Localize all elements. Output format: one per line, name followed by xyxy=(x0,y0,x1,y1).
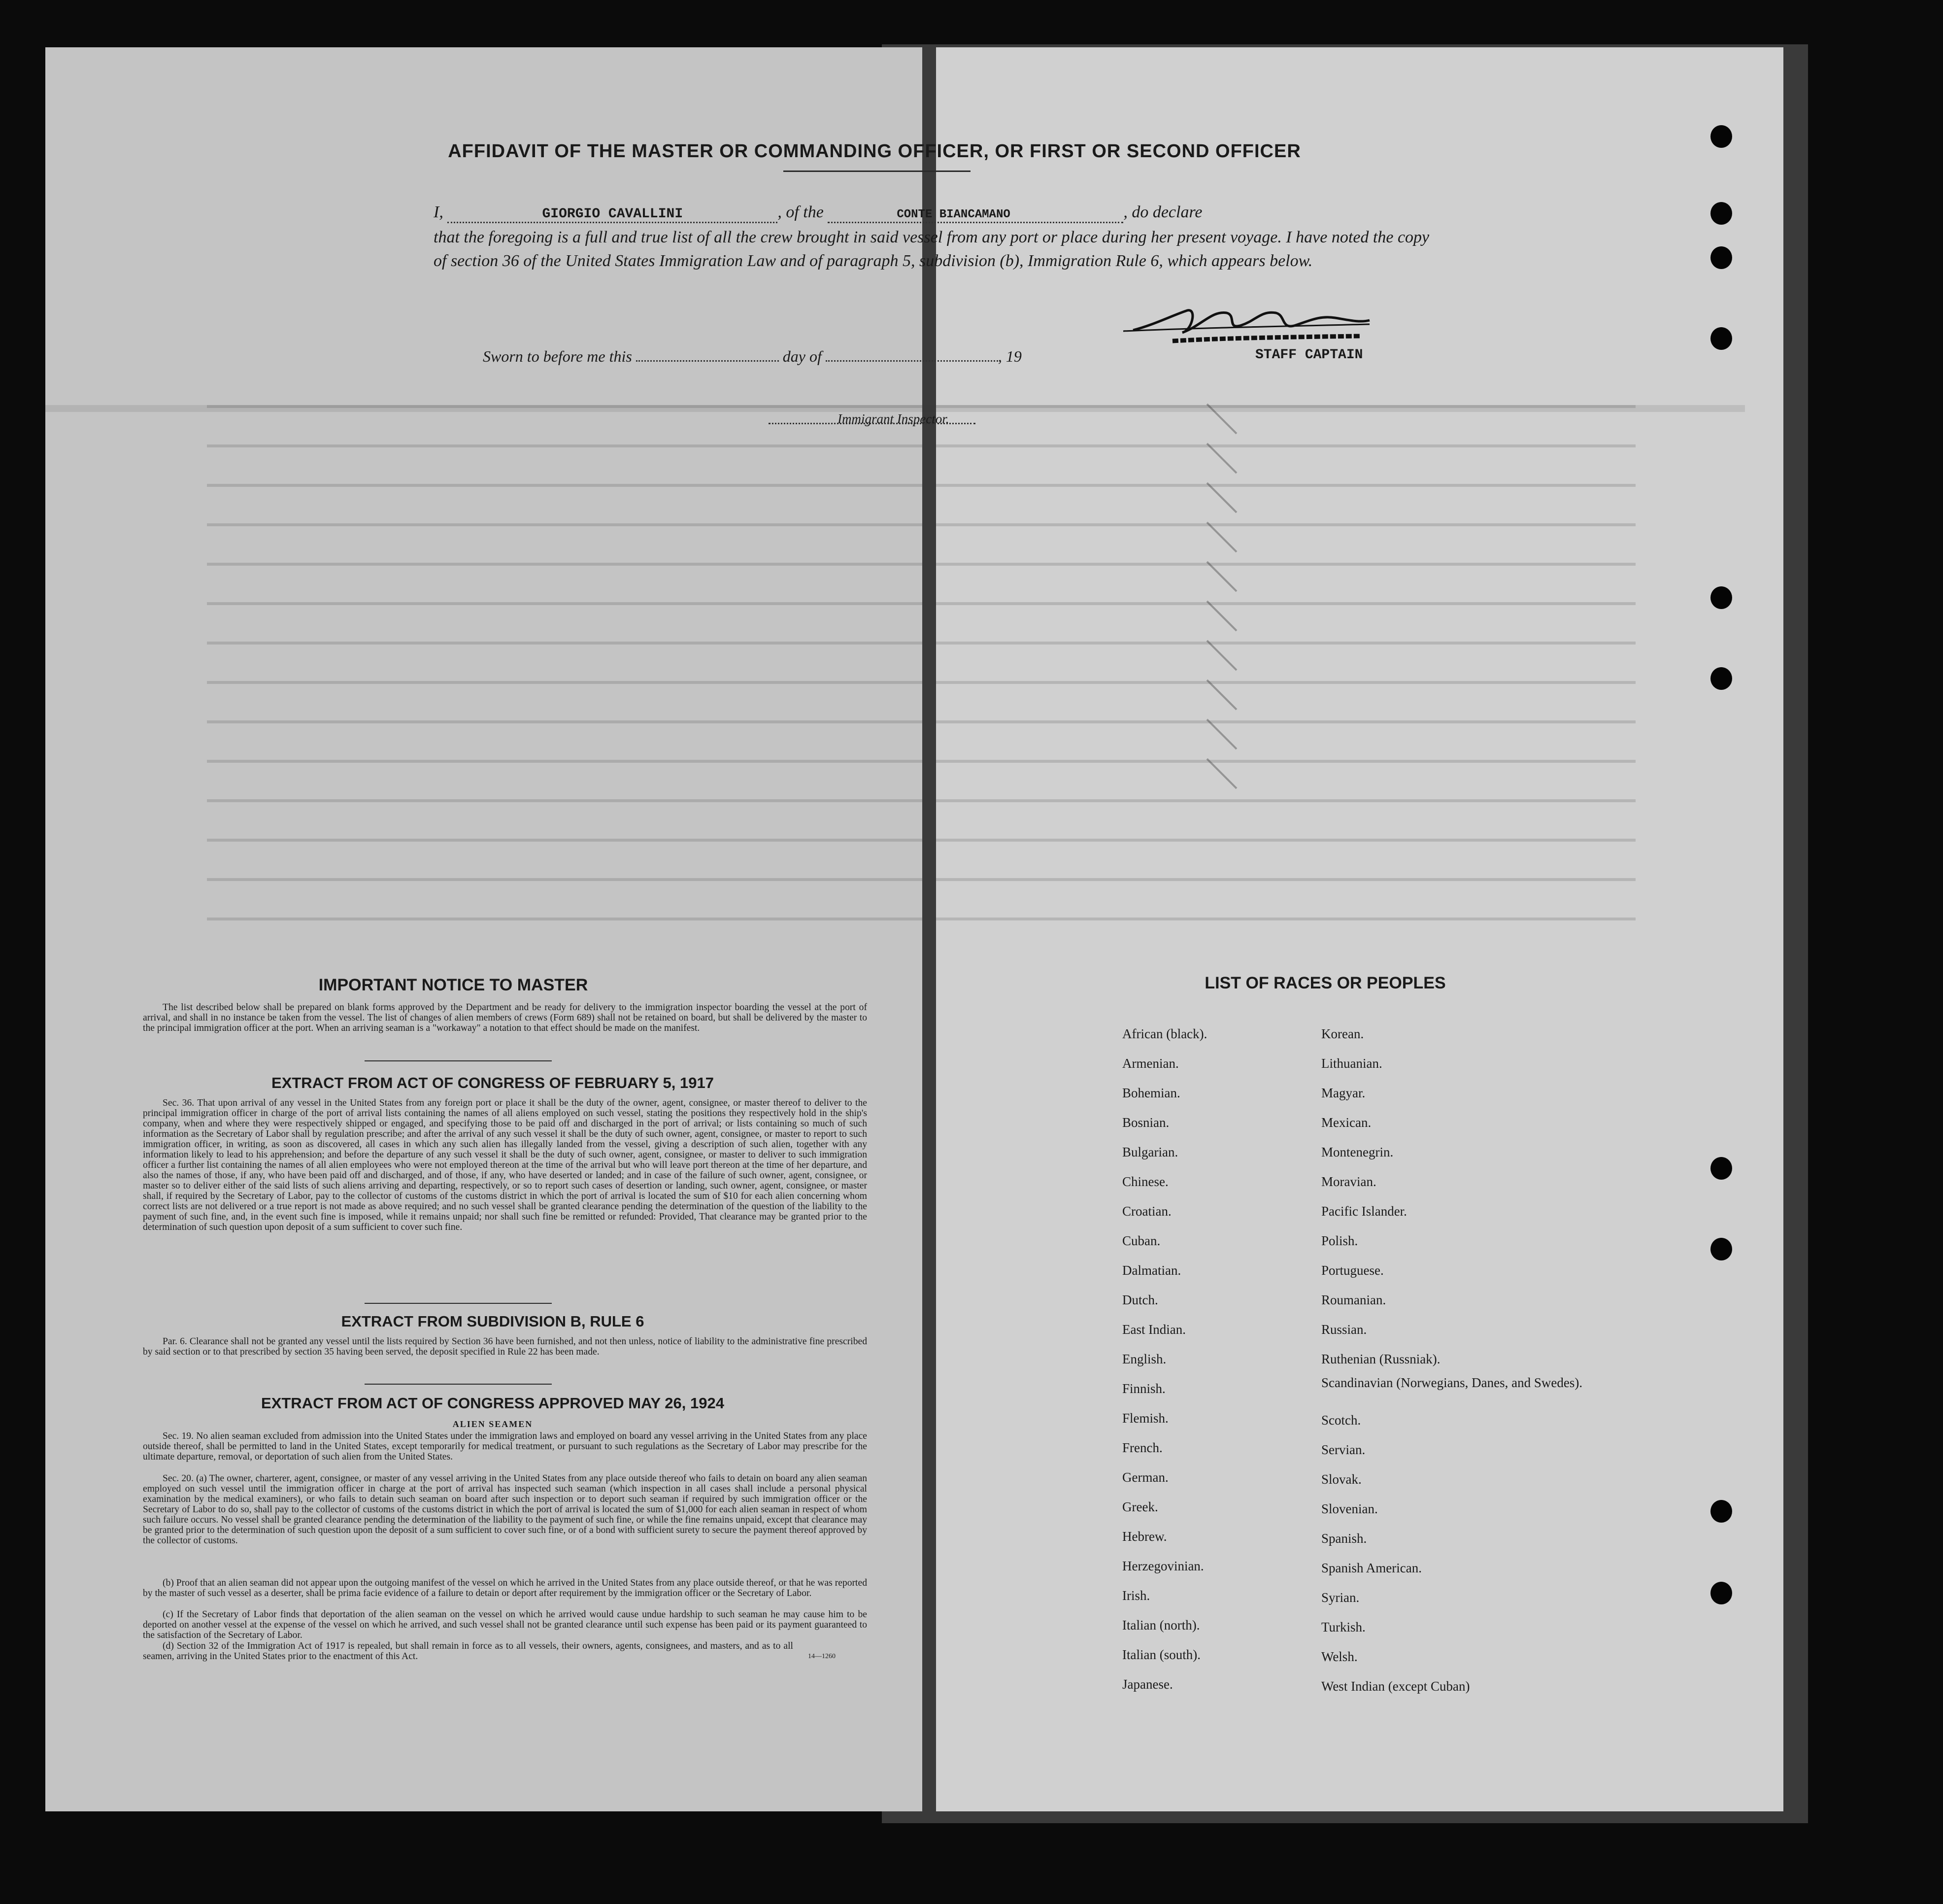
race-item: Hebrew. xyxy=(1122,1529,1167,1544)
extract-rule6-title: EXTRACT FROM SUBDIVISION B, RULE 6 xyxy=(341,1313,644,1330)
punch-hole xyxy=(1710,327,1732,350)
bleed-through-lines xyxy=(207,394,1685,986)
race-item: Moravian. xyxy=(1321,1174,1376,1189)
sworn-year-label: , 19 xyxy=(998,347,1022,365)
form-number: 14—1260 xyxy=(808,1653,836,1660)
punch-hole xyxy=(1710,667,1732,690)
title-rule xyxy=(783,170,971,172)
race-item: Montenegrin. xyxy=(1321,1145,1394,1159)
race-item: Ruthenian (Russniak). xyxy=(1321,1352,1440,1366)
race-item: Scandinavian (Norwegians, Danes, and Swedes). xyxy=(1321,1375,1583,1390)
divider xyxy=(365,1060,552,1061)
do-declare-label: , do declare xyxy=(1123,203,1203,221)
punch-hole xyxy=(1710,202,1732,225)
race-item: Russian. xyxy=(1321,1322,1367,1337)
races-right-column xyxy=(1321,1019,1582,1701)
race-item: Cuban. xyxy=(1122,1233,1161,1248)
sworn-line xyxy=(483,347,1022,366)
sec20b-body: (b) Proof that an alien seaman did not appear upon the outgoing manifest of the vessel on which he arrived in the United States from any place outside thereof, or that he was reported by the master of such vessel as a deserter, shall be prima facie evidence of a failure to detain or deport after requirement by the immigration officer or the Secretary of Labor. xyxy=(143,1578,867,1598)
race-item: Spanish American. xyxy=(1321,1561,1422,1575)
race-item: English. xyxy=(1122,1352,1167,1366)
race-item: Italian (south). xyxy=(1122,1647,1201,1662)
race-item: Roumanian. xyxy=(1321,1292,1386,1307)
races-title: LIST OF RACES OR PEOPLES xyxy=(1205,974,1446,992)
race-item: German. xyxy=(1122,1470,1169,1485)
race-item: Mexican. xyxy=(1321,1115,1372,1130)
officer-name-field xyxy=(447,203,777,223)
sec20a-body: Sec. 20. (a) The owner, charterer, agent, consignee, or master of any vessel arriving in the United States from any place outside thereof who fails to detain on board any alien seaman employed on such vessel until the immigration officer in charge at the port of arrival has inspected such seaman (which inspection in all cases shall include a personal physical examination by the medical examiners), or who fails to detain such seaman on board after such inspection or to deport such seaman if required by such immigration officer or the Secretary of Labor to do so, shall pay to the collector of customs of the customs district in which the port of arrival is located the sum of $1,000 for each alien seaman in respect of whom such failure occurs. No vessel shall be granted clearance pending the determination of the liability to the payment of such fine, or while the fine remains unpaid, except that clearance may be granted prior to the determination of such question upon the deposit of a sum sufficient to cover such fine, or of a bond with sufficient surety to secure the payment thereof approved by the collector of customs. xyxy=(143,1473,867,1546)
race-item: Slovak. xyxy=(1321,1472,1362,1487)
affidavit-title: AFFIDAVIT OF THE MASTER OR COMMANDING OFFICER, OR FIRST OR SECOND OFFICER xyxy=(448,141,1301,162)
extract-1917-body: Sec. 36. That upon arrival of any vessel in the United States from any foreign port or place it shall be the duty of the owner, agent, consignee, or master thereof to deliver to the principal immigration officer in charge of the port of arrival lists containing the names of all aliens employed on such vessel, stating the positions they respectively hold in the ship's company, when and where they were respectively shipped or engaged, and specifying those to be paid off and discharged in the port of arrival; or lists containing so much of such information as the Secretary of Labor shall by regulation prescribe; and after the arrival of any such vessel it shall be the duty of such owner, agent, consignee, or master to report to such immigration officer, in writing, as soon as discovered, all cases in which any such alien has illegally landed from the vessel, giving a description of such alien, together with any information likely to lead to his apprehension; and before the departure of any such vessel it shall be the duty of such owner, agent, consignee, or master to deliver to such immigration officer a further list containing the names of all alien employees who were not employed thereon at the time of the arrival but who will leave port thereon at the time of her departure, and also the names of those, if any, who have been paid off and discharged, and of those, if any, who have deserted or landed; and in case of the failure of such owner, agent, consignee, or master so to deliver either of the said lists of such aliens arriving and departing, respectively, or so to report such cases of desertion or landing, such owner, agent, consignee, or master shall, if required by the Secretary of Labor, pay to the collector of customs of the customs district in which the port of arrival is located the sum of $10 for each alien concerning whom correct lists are not delivered or a true report is not made as above required; and no such vessel shall be granted clearance pending the determination of the question of the liability to the payment of such fine, and, in the event such fine is imposed, while it remains unpaid; nor shall such fine be remitted or refunded: Provided, That clearance may be granted prior to the determination of such question upon deposit of a sum sufficient to cover such fine. xyxy=(143,1098,867,1232)
race-item: Bohemian. xyxy=(1122,1086,1180,1100)
race-item: Lithuanian. xyxy=(1321,1056,1382,1071)
declaration-line xyxy=(434,203,1448,223)
captain-signature xyxy=(1113,296,1379,350)
sworn-day-label: day of xyxy=(782,347,822,365)
race-item: African (black). xyxy=(1122,1026,1207,1041)
race-item: French. xyxy=(1122,1440,1163,1455)
sworn-prefix: Sworn to before me this xyxy=(483,347,632,365)
race-item: Dutch. xyxy=(1122,1292,1158,1307)
race-item: Korean. xyxy=(1321,1026,1364,1041)
race-item: Irish. xyxy=(1122,1588,1150,1603)
race-item: Servian. xyxy=(1321,1442,1366,1457)
notice-body: The list described below shall be prepared on blank forms approved by the Department and be ready for delivery to the immigration inspector boarding the vessel at the port of arrival, and shall in no instance be taken from the vessel. The list of changes of alien members of crews (Form 689) shall not be retained on board, but shall be delivered by the master to the principal immigration officer at the port. When an arriving seaman is a "workaway" a notation to that effect should be made on the manifest. xyxy=(143,1002,867,1033)
officer-name: GIORGIO CAVALLINI xyxy=(542,206,683,222)
punch-hole xyxy=(1710,1238,1732,1260)
punch-hole xyxy=(1710,246,1732,269)
bleed-through-table xyxy=(207,394,1685,986)
punch-hole xyxy=(1710,1157,1732,1180)
sec19-body: Sec. 19. No alien seaman excluded from admission into the United States under the immigration laws and employed on board any vessel arriving in the United States from any place outside thereof, shall be permitted to land in the United States, except temporarily for medical treatment, or pursuant to such regulations as the Secretary of Labor may prescribe for the ultimate departure, removal, or deportation of such alien from the United States. xyxy=(143,1431,867,1462)
sworn-date-field xyxy=(636,360,779,362)
race-item: Armenian. xyxy=(1122,1056,1179,1071)
race-item: Croatian. xyxy=(1122,1204,1172,1219)
race-item: Pacific Islander. xyxy=(1321,1204,1407,1219)
race-item: Japanese. xyxy=(1122,1677,1173,1692)
alien-seamen-subtitle: ALIEN SEAMEN xyxy=(452,1419,533,1429)
extract-rule6-body: Par. 6. Clearance shall not be granted any vessel until the lists required by Section 36 have been furnished, and not then unless, notice of liability to the administrative fine prescribed by said section or to that prescribed by section 35 having been served, the deposit specified in Rule 22 has been made. xyxy=(143,1336,867,1357)
race-item: Portuguese. xyxy=(1321,1263,1384,1278)
of-the-label: , of the xyxy=(777,203,824,221)
sec20d-body: (d) Section 32 of the Immigration Act of 1917 is repealed, but shall remain in force as to all vessels, their owners, agents, consignees, and masters, and as to all seamen, arriving in the United States prior to the enactment of this Act. xyxy=(143,1641,793,1662)
race-item: Dalmatian. xyxy=(1122,1263,1181,1278)
extract-1924-title: EXTRACT FROM ACT OF CONGRESS APPROVED MAY 26, 1924 xyxy=(261,1394,724,1412)
punch-hole xyxy=(1710,586,1732,609)
race-item: Polish. xyxy=(1321,1233,1358,1248)
race-item: Scotch. xyxy=(1321,1413,1361,1428)
race-item: Magyar. xyxy=(1321,1086,1366,1100)
race-item: Welsh. xyxy=(1321,1649,1358,1664)
race-item: East Indian. xyxy=(1122,1322,1186,1337)
race-item: Greek. xyxy=(1122,1499,1158,1514)
race-item: Italian (north). xyxy=(1122,1618,1200,1632)
declaration-body: that the foregoing is a full and true list of all the crew brought in said vessel from any port or place during her present voyage. I have noted the copy of section 36 of the United States Immigration Law and of paragraph 5, subdivision (b), Immigration Rule 6, which appears below. xyxy=(434,228,1430,270)
vessel-name-field xyxy=(828,203,1123,223)
race-item: Slovenian. xyxy=(1321,1501,1378,1516)
notice-title: IMPORTANT NOTICE TO MASTER xyxy=(318,976,588,994)
race-item: Flemish. xyxy=(1122,1411,1169,1426)
punch-hole xyxy=(1710,1582,1732,1604)
officer-title: STAFF CAPTAIN xyxy=(1255,347,1363,363)
punch-hole xyxy=(1710,1500,1732,1523)
race-item: Turkish. xyxy=(1321,1620,1366,1634)
race-item: Finnish. xyxy=(1122,1381,1166,1396)
sworn-month-field xyxy=(826,360,998,362)
races-left-column xyxy=(1122,1019,1207,1699)
race-item: Herzegovinian. xyxy=(1122,1559,1204,1573)
divider xyxy=(365,1303,552,1304)
race-item: Spanish. xyxy=(1321,1531,1367,1546)
inspector-label: Immigrant Inspector. xyxy=(838,411,949,426)
race-item: Bosnian. xyxy=(1122,1115,1170,1130)
race-item: Bulgarian. xyxy=(1122,1145,1178,1159)
extract-1917-title: EXTRACT FROM ACT OF CONGRESS OF FEBRUARY 5, 1917 xyxy=(271,1074,714,1091)
race-item: West Indian (except Cuban) xyxy=(1321,1679,1470,1694)
divider xyxy=(365,1384,552,1385)
vessel-name: CONTE BIANCAMANO xyxy=(897,208,1010,221)
declaration-i: I, xyxy=(434,203,443,221)
race-item: Chinese. xyxy=(1122,1174,1169,1189)
race-item: Syrian. xyxy=(1321,1590,1360,1605)
sec20c-body: (c) If the Secretary of Labor finds that deportation of the alien seaman on the vessel on which he arrived would cause undue hardship to such seaman he may cause him to be deported on another vessel at the expense of the vessel on which he arrived, and such vessel shall not be granted clearance until such expense has been paid or its payment guaranteed to the satisfaction of the Secretary of Labor. xyxy=(143,1609,867,1640)
